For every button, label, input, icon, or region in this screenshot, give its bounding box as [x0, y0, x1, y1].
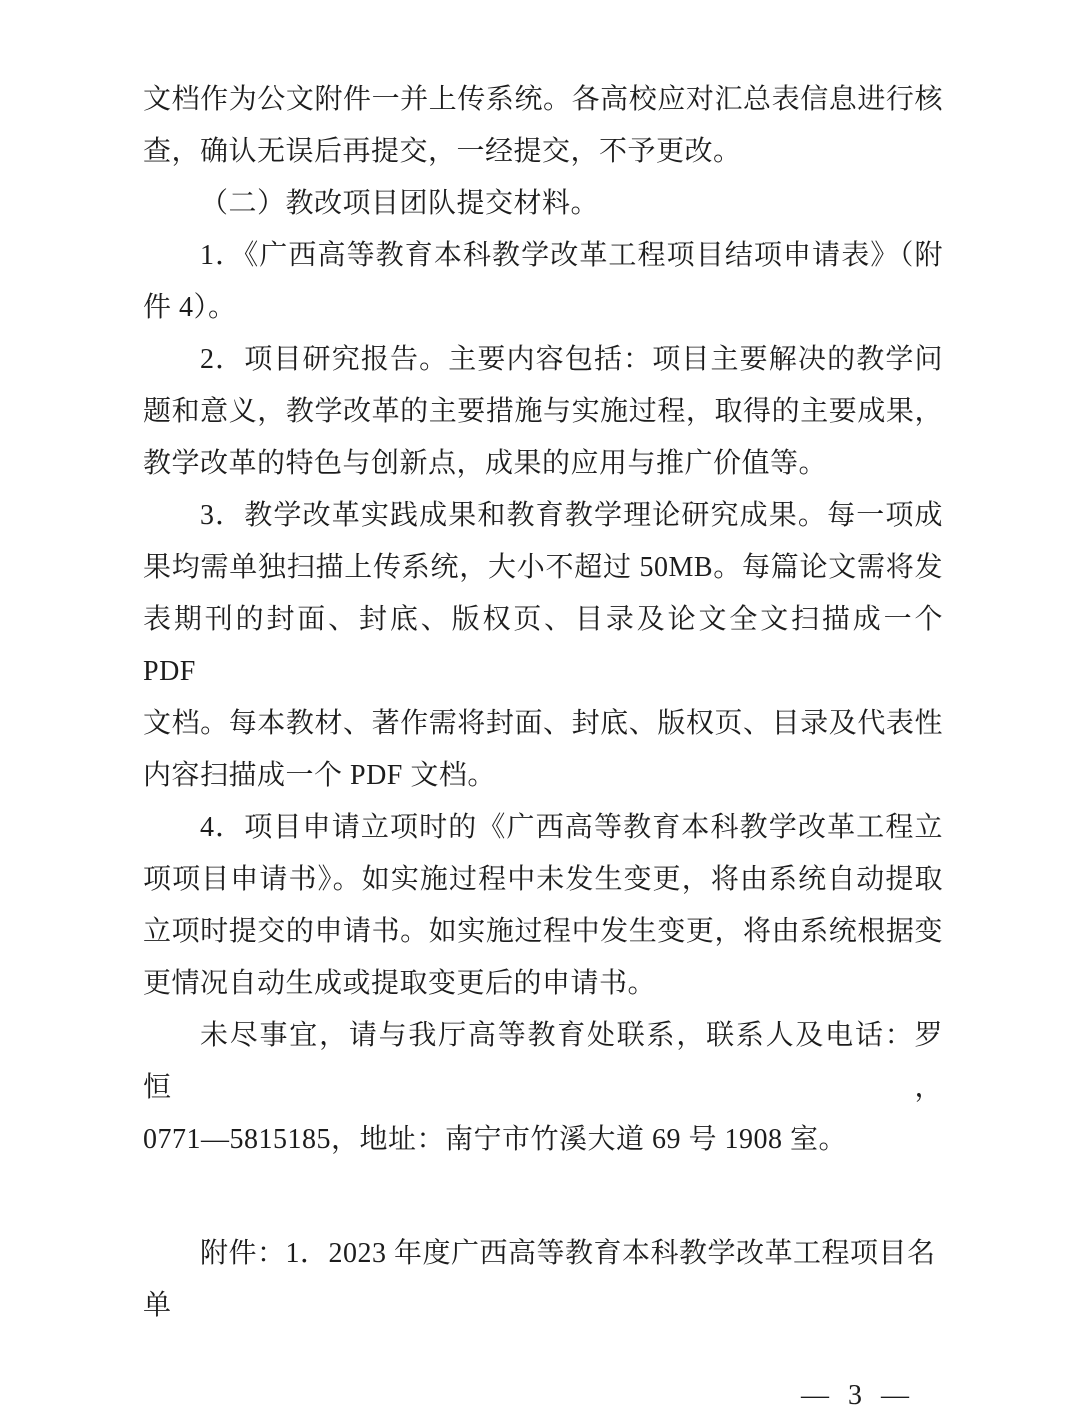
- body-line: 内容扫描成一个 PDF 文档。: [143, 760, 496, 791]
- body-line: 项项目申请书》。如实施过程中未发生变更，将由系统自动提取: [143, 864, 943, 895]
- body-line: 题和意义，教学改革的主要措施与实施过程，取得的主要成果，: [143, 396, 943, 427]
- body-line: 查，确认无误后再提交，一经提交，不予更改。: [143, 136, 742, 167]
- page-number: — 3 —: [801, 1380, 915, 1411]
- section-heading-line: （二）教改项目团队提交材料。: [200, 188, 600, 219]
- body-line: 1．《广西高等教育本科教学改革工程项目结项申请表》（附: [200, 240, 943, 271]
- body-line: 教学改革的特色与创新点，成果的应用与推广价值等。: [143, 448, 828, 479]
- body-line: 4．项目申请立项时的《广西高等教育本科教学改革工程立: [200, 812, 943, 843]
- body-line: 表期刊的封面、封底、版权页、目录及论文全文扫描成一个 PDF: [143, 604, 943, 687]
- contact-line: 0771—5815185，地址：南宁市竹溪大道 69 号 1908 室。: [143, 1124, 848, 1155]
- body-line: 3．教学改革实践成果和教育教学理论研究成果。每一项成: [200, 500, 943, 531]
- attachments-line: 附件：1．2023 年度广西高等教育本科教学改革工程项目名单: [143, 1238, 936, 1321]
- body-line: 文档。每本教材、著作需将封面、封底、版权页、目录及代表性: [143, 708, 943, 739]
- body-line: 立项时提交的申请书。如实施过程中发生变更，将由系统根据变: [143, 916, 943, 947]
- text-block: [143, 74, 943, 1422]
- body-line: 更情况自动生成或提取变更后的申请书。: [143, 968, 657, 999]
- body-line: 件 4）。: [143, 292, 237, 323]
- body-line: 文档作为公文附件一并上传系统。各高校应对汇总表信息进行核: [143, 84, 943, 115]
- contact-line: 未尽事宜，请与我厅高等教育处联系，联系人及电话：罗恒，: [143, 1020, 943, 1103]
- body-line: 2．项目研究报告。主要内容包括：项目主要解决的教学问: [200, 344, 943, 375]
- body-line: 果均需单独扫描上传系统，大小不超过 50MB。每篇论文需将发: [143, 552, 943, 583]
